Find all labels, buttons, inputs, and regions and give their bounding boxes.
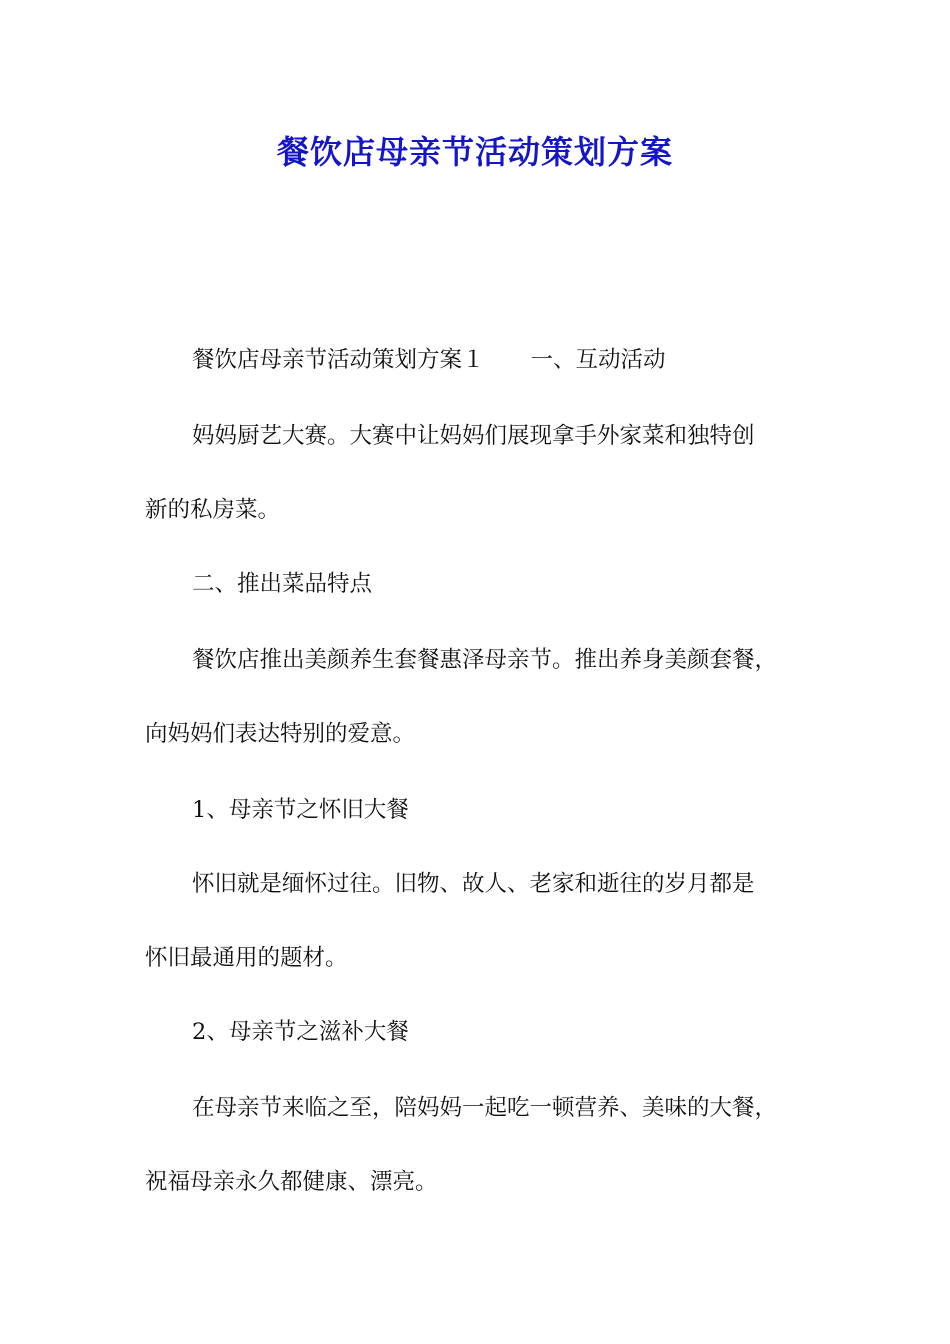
paragraph-line-7: 怀旧最通用的题材。 — [145, 945, 348, 971]
subsection-heading-1: 1、母亲节之怀旧大餐 — [192, 797, 409, 823]
paragraph-line-9: 祝福母亲永久都健康、漂亮。 — [145, 1169, 438, 1195]
paragraph-line-8: 在母亲节来临之至，陪妈妈一起吃一顿营养、美味的大餐， — [192, 1095, 778, 1121]
paragraph-line-6: 怀旧就是缅怀过往。旧物、故人、老家和逝往的岁月都是 — [192, 871, 755, 897]
paragraph-line-3: 新的私房菜。 — [145, 497, 281, 523]
section-heading-1: 一、互动活动 — [530, 347, 666, 373]
paragraph-line-1 — [192, 343, 882, 377]
subtitle-text: 餐饮店母亲节活动策划方案１ — [192, 347, 485, 373]
document-title: 餐饮店母亲节活动策划方案 — [276, 133, 673, 171]
subsection-heading-2: 2、母亲节之滋补大餐 — [192, 1019, 409, 1045]
section-heading-2: 二、推出菜品特点 — [192, 571, 373, 597]
paragraph-line-4: 餐饮店推出美颜养生套餐惠泽母亲节。推出养身美颜套餐， — [192, 647, 778, 673]
paragraph-line-5: 向妈妈们表达特别的爱意。 — [145, 721, 416, 747]
paragraph-line-2: 妈妈厨艺大赛。大赛中让妈妈们展现拿手外家菜和独特创 — [192, 423, 755, 449]
